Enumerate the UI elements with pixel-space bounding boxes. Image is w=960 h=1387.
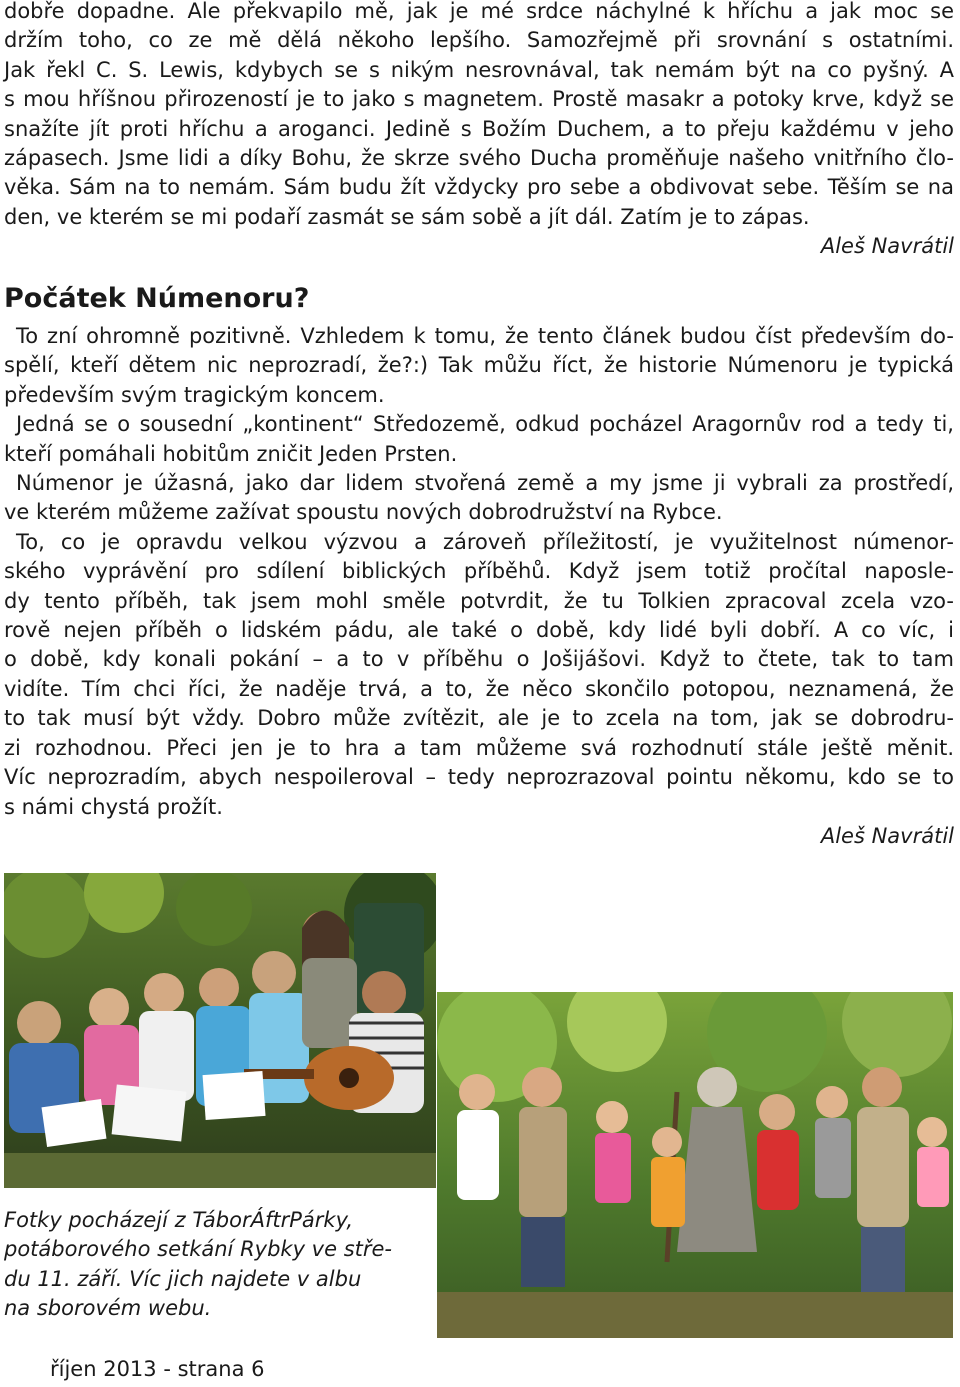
- paragraph-line: To, co je opravdu velkou výzvou a zároveň příležitostí, je využitelnost númenor-: [16, 529, 954, 554]
- caption-line: Fotky pocházejí z TáborÁftrPárky,: [4, 1208, 354, 1232]
- paragraph-line: zápasech. Jsme lidi a díky Bohu, že skrze svého Ducha proměňuje našeho vnitřního člo-: [4, 146, 954, 171]
- page-footer: říjen 2013 - strana 6: [50, 1357, 265, 1381]
- paragraph-line: snažíte jít proti hříchu a aroganci. Jedině s Božím Duchem, a to přeju každému v jeho: [4, 116, 954, 141]
- photo-outdoor-group: [437, 992, 953, 1338]
- paragraph-line: vidíte. Tím chci říci, že naděje trvá, a to, že něco skončilo potopou, neznamená, že: [4, 676, 954, 701]
- paragraph-line: ve kterém můžeme zažívat spoustu nových dobrodružství na Rybce.: [4, 500, 723, 525]
- paragraph-line: především svým tragickým koncem.: [4, 382, 385, 407]
- paragraph-line: s mou hříšnou přirozeností je to jako s magnetem. Prostě masakr a potoky krve, když se: [4, 87, 954, 112]
- paragraph-line: Jak řekl C. S. Lewis, kdybych se s nikým nesrovnával, tak nemám být na co pyšný. A: [4, 57, 954, 82]
- article-continuation: [4, 0, 954, 262]
- paragraph-line: věka. Sám na to nemám. Sám budu žít vždycky pro sebe a obdivovat sebe. Těším se na: [4, 175, 954, 200]
- paragraph-line: Víc neprozradím, abych nespoileroval – tedy neprozrazoval pointu někomu, kdo se to: [4, 765, 954, 790]
- paragraph-line: Númenor je úžasná, jako dar lidem stvořená země a my jsme ji vybrali za prostředí,: [16, 471, 954, 496]
- paragraph-line: spělí, kteří dětem nic neprozradí, že?:) Tak můžu říct, že historie Númenoru je typická: [4, 353, 954, 378]
- paragraph-line: dy tento příběh, tak jsem mohl směle potvrdit, že tu Tolkien zpracoval zcela vzo-: [4, 588, 954, 613]
- paragraph-line: rově nejen příběh o lidském pádu, ale také o době, kdy lidé byli dobří. A co víc, i: [4, 618, 954, 643]
- author-signature: Aleš Navrátil: [820, 234, 954, 259]
- paragraph-line: kteří pomáhali hobitům zničit Jeden Prsten.: [4, 441, 458, 466]
- caption-line: na sborovém webu.: [4, 1296, 212, 1321]
- article-body: [4, 322, 954, 851]
- paragraph-line: o době, kdy konali pokání – a to v příběhu o Jošijášovi. Když to čtete, tak to tam: [4, 647, 954, 672]
- paragraph-line: to tak musí být vždy. Dobro může zvítězit, ale je to zcela na tom, jak se dobrodru-: [4, 706, 954, 731]
- paragraph-line: To zní ohromně pozitivně. Vzhledem k tomu, že tento článek budou číst především do-: [16, 324, 954, 348]
- paragraph-line: ského vyprávění pro sdílení biblických příběhů. Když jsem totiž pročítal naposle-: [4, 559, 954, 584]
- article-title: Počátek Númenoru?: [4, 283, 310, 314]
- author-signature: Aleš Navrátil: [820, 823, 954, 848]
- photo-children-guitar: [4, 873, 436, 1188]
- paragraph-line: dobře dopadne. Ale překvapilo mě, jak je mé srdce náchylné k hříchu a jak moc se: [4, 0, 954, 23]
- paragraph-line: držím toho, co ze mě dělá někoho lepšího. Samozřejmě při srovnání s ostatními.: [4, 28, 954, 53]
- paragraph-line: Jedná se o sousední „kontinent“ Středozemě, odkud pocházel Aragornův rod a tedy ti,: [16, 412, 954, 437]
- caption-line: du 11. září. Víc jich najdete v albu: [4, 1266, 362, 1291]
- paragraph-line: den, ve kterém se mi podaří zasmát se sám sobě a jít dál. Zatím je to zápas.: [4, 204, 810, 229]
- caption-line: potáborového setkání Rybky ve stře-: [4, 1237, 393, 1262]
- paragraph-line: s námi chystá prožít.: [4, 794, 223, 819]
- paragraph-line: zi rozhodnou. Přeci jen je to hra a tam můžeme svá rozhodnutí stále ještě měnit.: [4, 735, 954, 760]
- photo-caption: [4, 1206, 429, 1324]
